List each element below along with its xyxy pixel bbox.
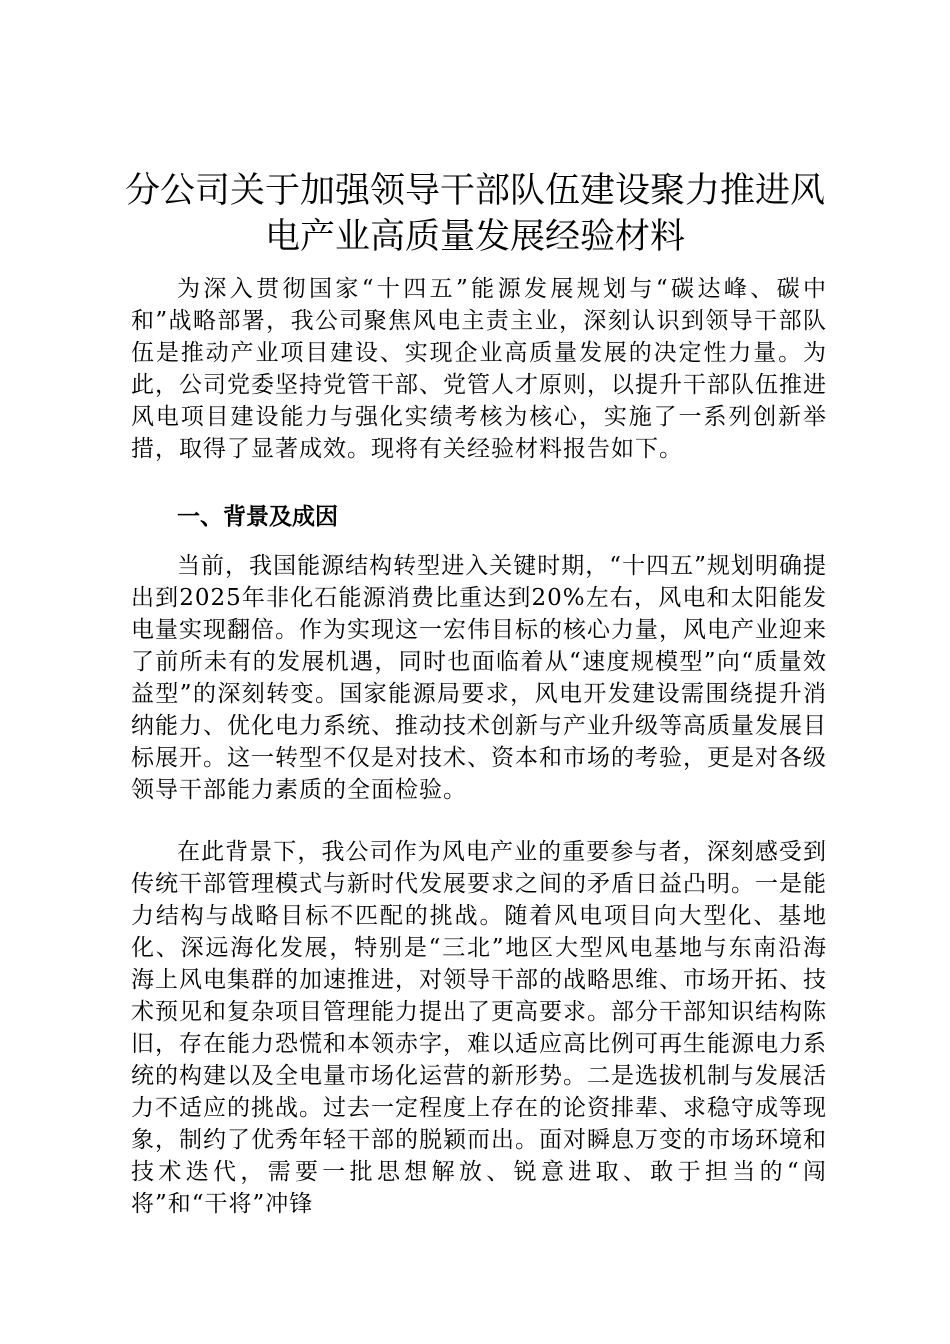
- section-heading: 一、背景及成因: [177, 504, 338, 530]
- background-paragraph: 当前，我国能源结构转型进入关键时期，“十四五”规划明确提出到2025年非化石能源消费比重达到20%左右，风电和太阳能发电量实现翻倍。作为实现这一宏伟目标的核心力量，风电产业迎来了前所未有的发展机遇，同时也面临着从“速度规模型”向“质量效益型”的深刻转变。国家能源局要求，风电开发建设需围绕提升消纳能力、优化电力系统、推动技术创新与产业升级等高质量发展目标展开。这一转型不仅是对技术、资本和市场的考验，更是对各级领导干部能力素质的全面检验。: [131, 553, 827, 803]
- cause-paragraph: 在此背景下，我公司作为风电产业的重要参与者，深刻感受到传统干部管理模式与新时代发展要求之间的矛盾日益凸明。一是能力结构与战略目标不匹配的挑战。随着风电项目向大型化、基地化、深远海化发展，特别是“三北”地区大型风电基地与东南沿海海上风电集群的加速推进，对领导干部的战略思维、市场开拓、技术预见和复杂项目管理能力提出了更高要求。部分干部知识结构陈旧，存在能力恐慌和本领赤字，难以适应高比例可再生能源电力系统的构建以及全电量市场化运营的新形势。二是选拔机制与发展活力不适应的挑战。过去一定程度上存在的论资排辈、求稳守成等现象，制约了优秀年轻干部的脱颖而出。面对瞬息万变的市场环境和技术迭代，需要一批思想解放、锐意进取、敢于担当的“闯将”和“干将”冲锋: [131, 839, 827, 1217]
- document-title: 分公司关于加强领导干部队伍建设聚力推进风电产业高质量发展经验材料: [124, 171, 825, 257]
- intro-paragraph: 为深入贯彻国家“十四五”能源发展规划与“碳达峰、碳中和”战略部署，我公司聚焦风电主责主业，深刻认识到领导干部队伍是推动产业项目建设、实现企业高质量发展的决定性力量。为此，公司党委坚持党管干部、党管人才原则，以提升干部队伍推进风电项目建设能力与强化实绩考核为核心，实施了一系列创新举措，取得了显著成效。现将有关经验材料报告如下。: [131, 276, 827, 462]
